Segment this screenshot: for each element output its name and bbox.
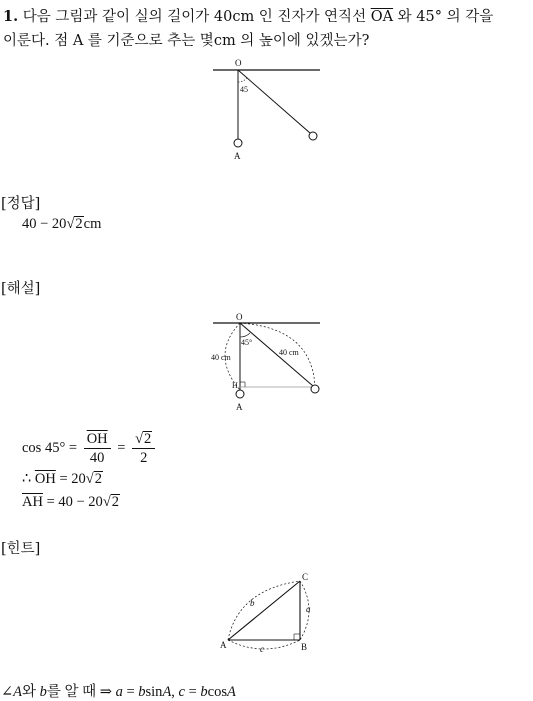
- fraction-oh-40: [84, 430, 111, 467]
- radicand: 2: [144, 431, 152, 447]
- fraction-numerator: $\overline{OH}$: [84, 430, 111, 449]
- solution-line-2: [22, 471, 103, 488]
- side-a-label: a: [306, 604, 311, 614]
- cos-fn: cos: [207, 684, 228, 700]
- segment-ah: $\overline{AH}$: [22, 494, 43, 510]
- angle-arc: [240, 333, 250, 337]
- vertex-c-label: C: [302, 572, 309, 582]
- angle-label: 45°: [241, 338, 253, 347]
- cos-lhs: cos 45° =: [22, 439, 81, 456]
- point-h-label: H: [232, 381, 238, 390]
- hint-triangle-figure: [218, 570, 322, 656]
- segment-oa: $\overline{OA}$: [370, 9, 394, 25]
- radicand: 2: [94, 471, 102, 487]
- solution-heading: [해설]: [1, 281, 41, 297]
- sqrt-symbol: √: [135, 431, 144, 447]
- bob-a: [234, 139, 242, 147]
- angle-label: 45: [240, 85, 248, 94]
- bob-a: [236, 390, 244, 398]
- bob-swung: [311, 385, 319, 393]
- equals: =: [113, 439, 130, 456]
- text-rest: 를 알 때 ⇒: [46, 684, 116, 700]
- line2-mid: = 20: [55, 471, 86, 487]
- angle-arc: [238, 78, 247, 82]
- left-length-label: 40 cm: [211, 353, 231, 362]
- fraction-denominator: 2: [140, 450, 148, 466]
- sin-fn: sin: [145, 684, 163, 700]
- bob-swung: [309, 132, 317, 140]
- answer-prefix: 40 − 20: [22, 216, 67, 232]
- vertex-a-label: A: [220, 640, 227, 650]
- vertex-b-label: B: [301, 642, 308, 652]
- point-a-label: A: [234, 151, 241, 161]
- var-A-1: A: [162, 684, 172, 700]
- segment-oh: $\overline{OH}$: [34, 471, 56, 487]
- question-line-2: 이룬다. 점 A 를 기준으로 추는 몇cm 의 높이에 있겠는가?: [3, 33, 370, 49]
- question-text-1: 다음 그림과 같이 실의 길이가 40cm 인 진자가 연직선: [22, 9, 371, 25]
- equals-2: =: [184, 684, 201, 700]
- hint-heading: [힌트]: [1, 541, 41, 557]
- solution-figure: [205, 308, 330, 418]
- question-text-2: 와 45° 의 각을: [393, 9, 494, 25]
- fraction-sqrt2-2: [132, 430, 155, 467]
- pendulum-figure: [205, 55, 330, 165]
- sqrt-symbol: √: [66, 216, 75, 232]
- var-c: c: [178, 684, 185, 700]
- side-b-label: b: [250, 598, 255, 608]
- tilted-string: [238, 70, 310, 133]
- answer-heading: [정답]: [1, 196, 41, 212]
- var-b: b: [39, 684, 47, 700]
- point-a-label: A: [236, 402, 243, 412]
- side-b-line: [228, 581, 300, 640]
- right-length-label: 40 cm: [279, 348, 299, 357]
- answer-radicand: 2: [75, 216, 83, 232]
- line3-mid: = 40 − 20: [42, 494, 103, 510]
- point-o-label: O: [236, 312, 243, 322]
- text-wa: 와: [22, 684, 40, 700]
- question-number: 1.: [3, 8, 19, 25]
- radicand: 2: [111, 494, 120, 510]
- therefore: ∴: [22, 471, 35, 487]
- angle-a: ∠A: [1, 684, 23, 700]
- sqrt-symbol: √: [102, 494, 111, 510]
- var-b-1: b: [138, 684, 146, 700]
- arc-c: [228, 640, 300, 649]
- answer-unit: cm: [83, 216, 102, 232]
- comma: ,: [171, 684, 179, 700]
- equals-1: =: [122, 684, 139, 700]
- side-c-label: c: [260, 644, 264, 654]
- sqrt-symbol: √: [85, 471, 94, 487]
- var-b-2: b: [200, 684, 208, 700]
- question-line-1: [3, 6, 493, 28]
- solution-line-1: [22, 430, 158, 467]
- answer-value: [22, 216, 101, 233]
- var-A-2: A: [227, 684, 236, 700]
- point-o-label: O: [235, 58, 242, 68]
- fraction-denominator: 40: [89, 450, 105, 466]
- solution-line-3: [22, 494, 120, 511]
- tilted-string: [240, 323, 313, 386]
- hint-formula: [1, 680, 236, 701]
- var-a: a: [115, 684, 123, 700]
